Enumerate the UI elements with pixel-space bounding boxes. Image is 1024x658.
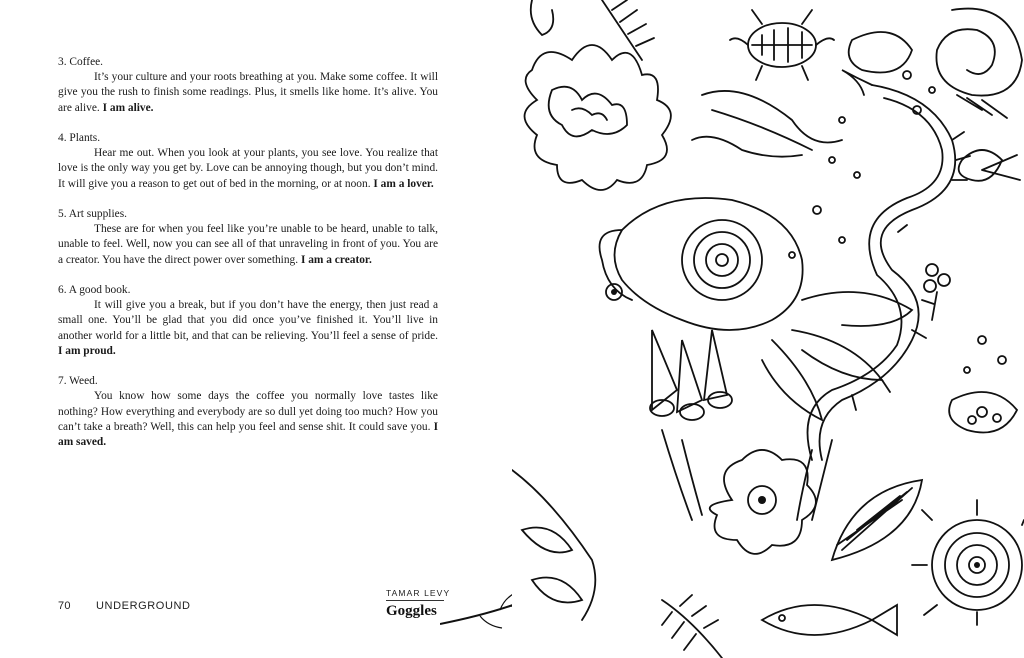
item-title: 3. Coffee.	[58, 56, 104, 68]
item-paragraph	[58, 298, 438, 359]
item-title: 4. Plants.	[58, 132, 101, 144]
item-text: Hear me out. When you look at your plants, you see love. You realize that love is the only way you get by. Love can be annoying though, but you don’t mind. It will give you a reason to get out of bed in the morning, or at noon.	[58, 147, 438, 190]
item-text: You know how some days the coffee you normally love tastes like nothing? How everything and everybody are so dull yet doing too much? How you can’t take a breath? Well, this can help you feel and sense shit. It could save you.	[58, 390, 438, 433]
list-item	[58, 55, 438, 116]
item-text: It’s your culture and your roots breathing at you. Make some coffee. It will give you the rush to finish some readings. Plus, it smells like home. It’s alive. You are alive.	[58, 71, 438, 114]
item-paragraph	[58, 70, 438, 116]
section-name: UNDERGROUND	[96, 600, 191, 612]
item-paragraph	[58, 146, 438, 192]
item-title: 6. A good book.	[58, 284, 131, 296]
item-paragraph	[58, 389, 438, 450]
item-affirmation: I am proud.	[58, 344, 116, 357]
page-number: 70	[58, 600, 71, 612]
artwork-title: Goggles	[386, 603, 437, 619]
item-affirmation: I am a lover.	[373, 177, 434, 190]
list-item	[58, 207, 438, 268]
item-affirmation: I am alive.	[102, 101, 154, 114]
item-paragraph	[58, 222, 438, 268]
credit-divider	[386, 600, 444, 601]
item-affirmation: I am saved.	[58, 420, 438, 449]
list-item	[58, 283, 438, 359]
list-item	[58, 374, 438, 450]
list-item	[58, 131, 438, 192]
item-text: It will give you a break, but if you don’t have the energy, then just read a small one. You’ll be glad that you did once you’ve finished it. You’ll live in another world for a little bit, and that can be relieving. You’ll feel a sense of pride.	[58, 299, 438, 342]
ink-illustration	[512, 0, 1024, 658]
body-text	[58, 55, 438, 465]
item-affirmation: I am a creator.	[300, 253, 372, 266]
item-title: 7. Weed.	[58, 375, 98, 388]
item-text: These are for when you feel like you’re unable to be heard, unable to talk, unable to feel. Well, now you can see all of that unraveling in front of you. You are a creator. You have the direct power over something.	[58, 223, 438, 266]
artist-name: TAMAR LEVY	[386, 588, 451, 598]
item-title: 5. Art supplies.	[58, 208, 127, 220]
